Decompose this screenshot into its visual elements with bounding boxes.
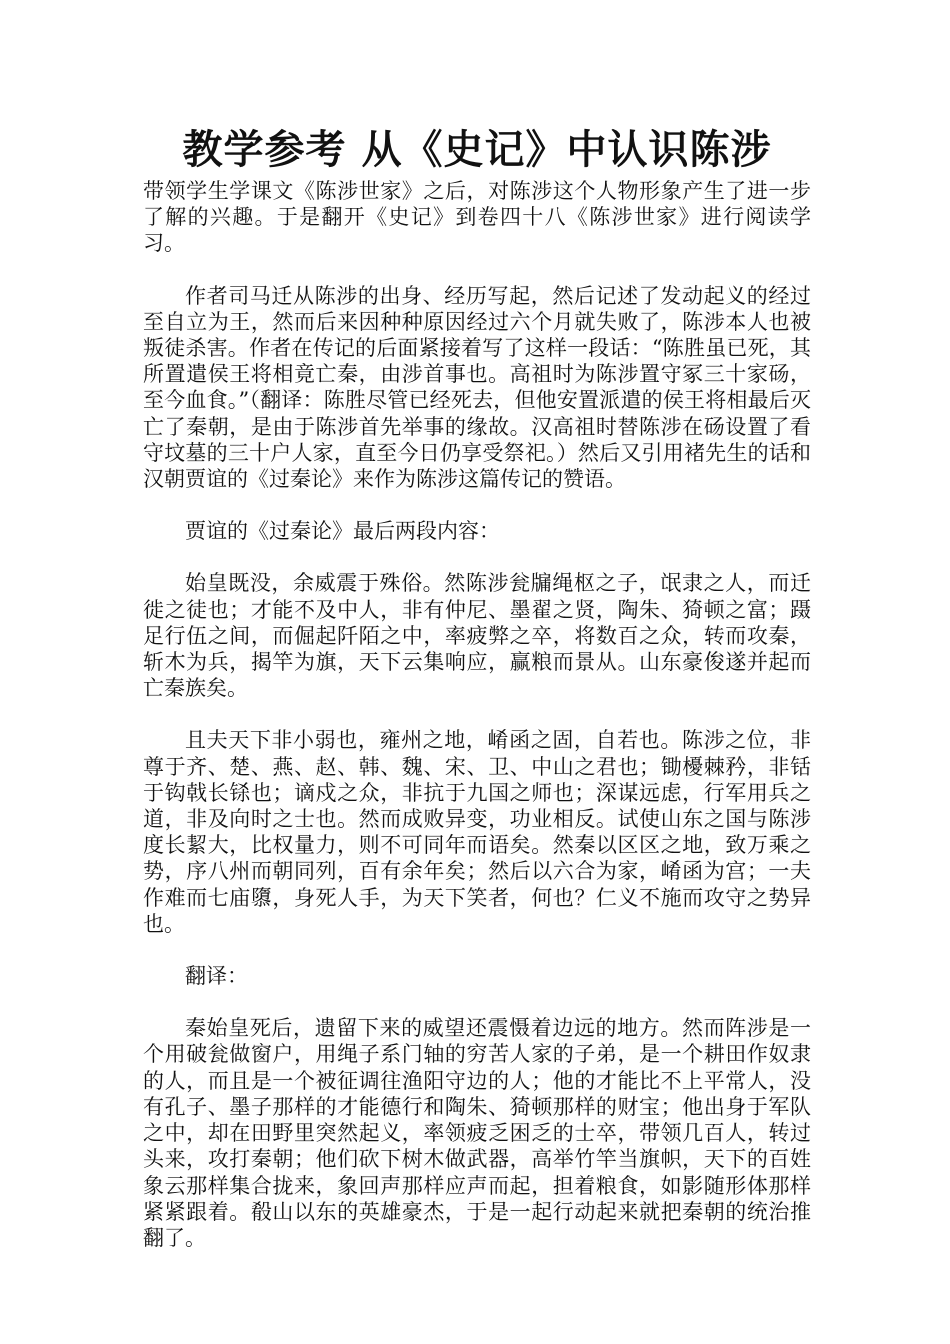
document-page	[143, 122, 811, 1251]
paragraph-spacer	[143, 492, 811, 518]
paragraph-sima-qian: 作者司马迁从陈涉的出身、经历写起，然后记述了发动起义的经过至自立为王，然而后来因种种原因经过六个月就失败了，陈涉本人也被叛徒杀害。作者在传记的后面紧接着写了这样一段话：“陈胜虽已死，其所置遣侯王将相竟亡秦，由涉首事也。高祖时为陈涉置守冢三十家砀，至今血食。”（翻译：陈胜尽管已经死去，但他安置派遣的侯王将相最后灭亡了秦朝，是由于陈涉首先举事的缘故。汉高祖时替陈涉在砀设置了看守坟墓的三十户人家，直至今日仍享受祭祀。）然后又引用褚先生的话和汉朝贾谊的《过秦论》来作为陈涉这篇传记的赞语。	[143, 283, 811, 492]
paragraph-spacer	[143, 989, 811, 1015]
document-title: 教学参考 从《史记》中认识陈涉	[182, 127, 772, 173]
paragraph-spacer	[143, 544, 811, 570]
paragraph-guoqinlun-part2: 且夫天下非小弱也，雍州之地，崤函之固，自若也。陈涉之位，非尊于齐、楚、燕、赵、韩、魏、宋、卫、中山之君也；锄櫌棘矜，非铦于钩戟长铩也；谪戍之众，非抗于九国之师也；深谋远虑，行军用兵之道，非及向时之士也。然而成败异变，功业相反。试使山东之国与陈涉度长絜大，比权量力，则不可同年而语矣。然秦以区区之地，致万乘之势，序八州而朝同列，百有余年矣；然后以六合为家，崤函为宫；一夫作难而七庙隳，身死人手，为天下笑者，何也？仁义不施而攻守之势异也。	[143, 728, 811, 936]
paragraph-spacer	[143, 257, 811, 283]
paragraph-spacer	[143, 937, 811, 963]
paragraph-guoqinlun-intro: 贾谊的《过秦论》最后两段内容：	[185, 519, 500, 544]
paragraph-translation-label: 翻译：	[185, 964, 248, 989]
paragraph-intro: 带领学生学课文《陈涉世家》之后，对陈涉这个人物形象产生了进一步了解的兴趣。于是翻开《史记》到卷四十八《陈涉世家》进行阅读学习。	[143, 179, 811, 256]
paragraph-translation: 秦始皇死后，遗留下来的威望还震慑着边远的地方。然而阵涉是一个用破瓮做窗户，用绳子系门轴的穷苦人家的子弟，是一个耕田作奴隶的人，而且是一个被征调往渔阳守边的人；他的才能比不上平常人，没有孔子、墨子那样的才能德行和陶朱、猗顿那样的财宝；他出身于军队之中，却在田野里突然起义，率领疲乏困乏的士卒，带领几百人，转过头来，攻打秦朝；他们砍下树木做武器，高举竹竿当旗帜，天下的百姓象云那样集合拢来，象回声那样应声而起，担着粮食，如影随形体那样紧紧跟着。殽山以东的英雄豪杰，于是一起行动起来就把秦朝的统治推翻了。	[143, 1016, 811, 1250]
paragraph-spacer	[143, 701, 811, 727]
paragraph-guoqinlun-part1: 始皇既没，余威震于殊俗。然陈涉瓮牖绳枢之子，氓隶之人，而迁徙之徒也；才能不及中人，非有仲尼、墨翟之贤，陶朱、猗顿之富；蹑足行伍之间，而倔起阡陌之中，率疲弊之卒，将数百之众，转而攻秦，斩木为兵，揭竿为旗，天下云集响应，赢粮而景从。山东豪俊遂并起而亡秦族矣。	[143, 571, 811, 701]
